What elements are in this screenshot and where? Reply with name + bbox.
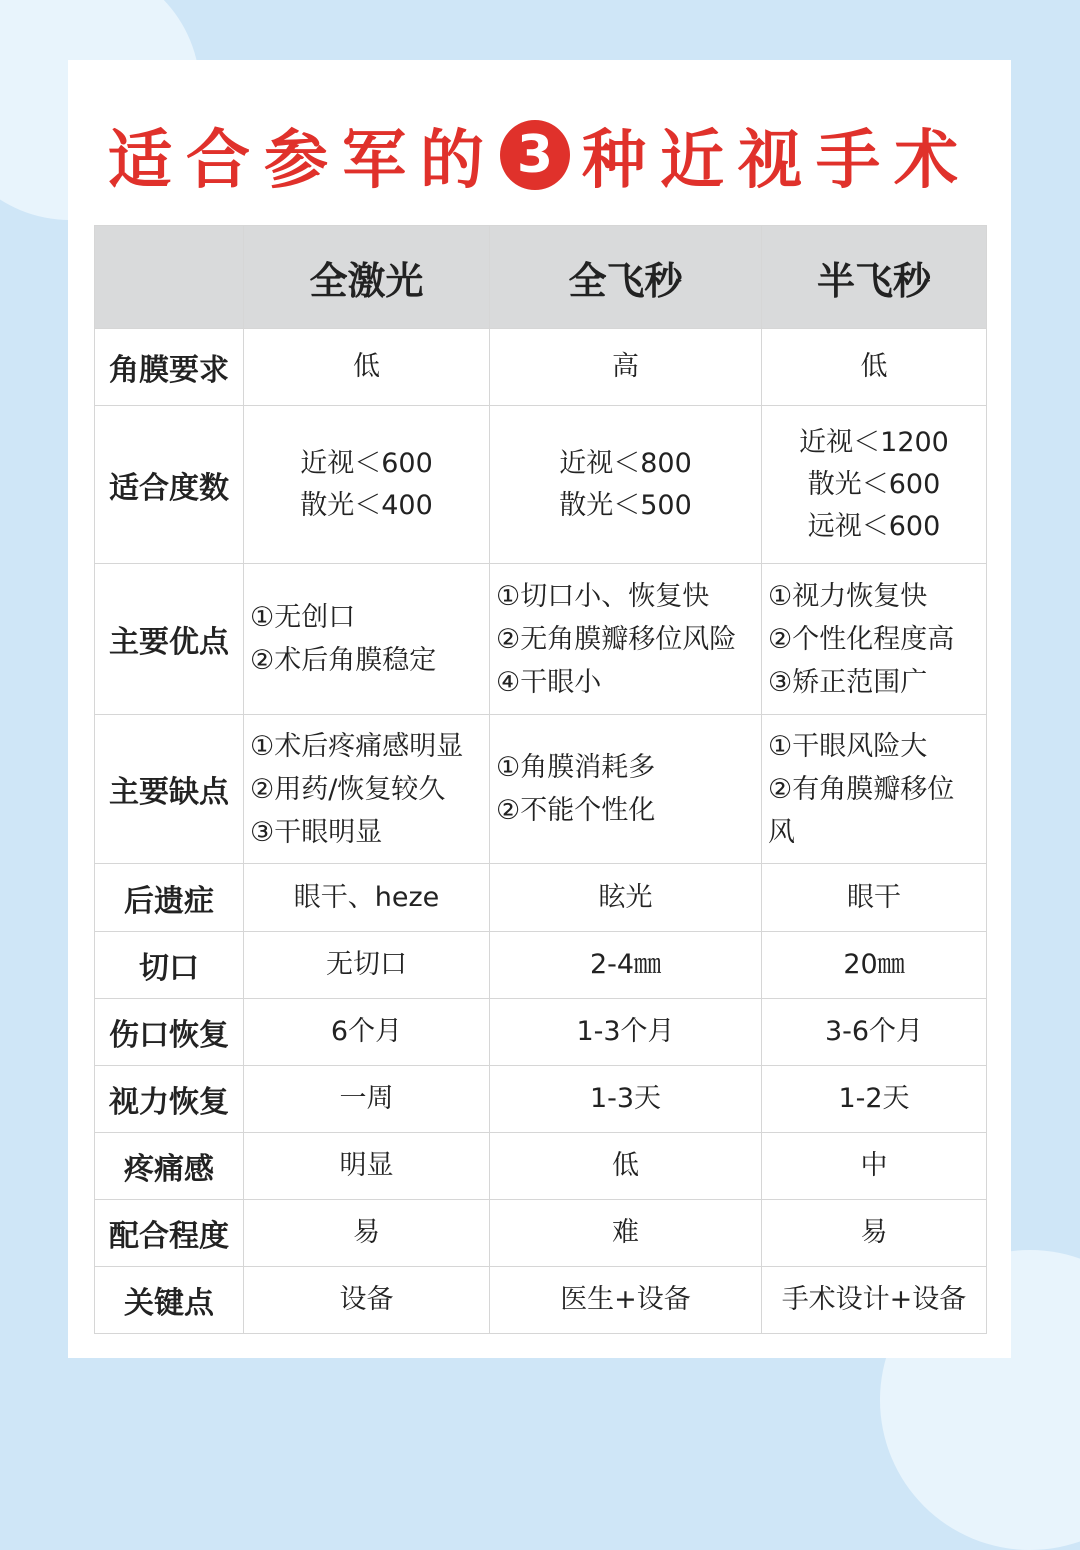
table-cell xyxy=(490,329,762,406)
cell-line: 散光＜400 xyxy=(300,489,433,521)
cell-line: 风 xyxy=(768,816,795,848)
cell-content xyxy=(340,1279,394,1321)
row-label: 关键点 xyxy=(95,1267,244,1334)
table-cell xyxy=(244,1133,490,1200)
table-cell xyxy=(244,932,490,999)
title-suffix: 种近视手术 xyxy=(582,124,972,198)
table-row xyxy=(95,715,987,864)
cell-content xyxy=(838,1078,909,1120)
cell-content xyxy=(340,1145,394,1187)
cell-content xyxy=(762,575,986,704)
row-label: 疼痛感 xyxy=(95,1133,244,1200)
table-cell xyxy=(762,715,987,864)
table-cell xyxy=(762,1200,987,1267)
table-row xyxy=(95,1066,987,1133)
cell-line: 眼干、heze xyxy=(293,881,440,913)
table-cell xyxy=(244,1066,490,1133)
row-label: 后遗症 xyxy=(95,864,244,932)
table-cell xyxy=(490,1066,762,1133)
header-corner xyxy=(95,226,244,329)
cell-content xyxy=(612,346,639,388)
cell-line: 2-4㎜ xyxy=(589,949,662,980)
table-cell xyxy=(490,1267,762,1334)
cell-line: ①干眼风险大 xyxy=(768,730,928,762)
header-cell: 全激光 xyxy=(244,226,490,329)
table-cell xyxy=(244,329,490,406)
cell-line: 医生+设备 xyxy=(560,1284,691,1315)
cell-content xyxy=(331,1011,402,1053)
table-cell xyxy=(762,406,987,564)
cell-content xyxy=(294,877,440,919)
table-cell xyxy=(762,999,987,1066)
cell-line: 易 xyxy=(860,1217,888,1248)
cell-line: ②用药/恢复较久 xyxy=(250,773,446,805)
title-number-badge: 3 xyxy=(500,120,570,190)
cell-line: 3-6个月 xyxy=(824,1016,924,1047)
cell-content xyxy=(490,746,761,832)
cell-line: ②无角膜瓣移位风险 xyxy=(496,623,737,655)
cell-line: 散光＜500 xyxy=(559,489,692,521)
cell-content xyxy=(244,596,489,682)
cell-line: ④干眼小 xyxy=(496,666,602,698)
cell-content xyxy=(762,725,986,854)
cell-line: ②不能个性化 xyxy=(496,795,656,826)
cell-line: 明显 xyxy=(339,1150,394,1181)
table-cell xyxy=(490,715,762,864)
cell-line: 高 xyxy=(612,351,639,382)
cell-line: 近视＜600 xyxy=(300,447,433,479)
table-header-row xyxy=(95,226,987,329)
cell-line: ③干眼明显 xyxy=(250,816,383,848)
cell-line: 一周 xyxy=(339,1083,394,1114)
cell-line: ①视力恢复快 xyxy=(768,580,928,612)
cell-line: 易 xyxy=(353,1217,380,1248)
cell-content xyxy=(590,944,661,986)
row-label: 切口 xyxy=(95,932,244,999)
header-cell: 全飞秒 xyxy=(490,226,762,329)
cell-content xyxy=(599,877,653,919)
table-cell xyxy=(244,406,490,564)
cell-content xyxy=(353,1212,380,1254)
cell-content xyxy=(861,1212,888,1254)
table-cell xyxy=(490,564,762,715)
table-cell xyxy=(490,864,762,932)
cell-content xyxy=(576,1011,674,1053)
cell-content xyxy=(590,1078,661,1120)
cell-line: 眼干 xyxy=(847,881,901,913)
cell-line: 眩光 xyxy=(598,881,653,913)
table-cell xyxy=(762,1133,987,1200)
table-row xyxy=(95,864,987,932)
cell-line: ①无创口 xyxy=(250,602,356,633)
cell-line: ①切口小、恢复快 xyxy=(496,580,710,612)
table-row xyxy=(95,1133,987,1200)
cell-content xyxy=(559,443,692,527)
table-row xyxy=(95,999,987,1066)
cell-content xyxy=(560,1279,691,1321)
table-row xyxy=(95,564,987,715)
cell-line: 设备 xyxy=(339,1284,394,1315)
cell-line: 20㎜ xyxy=(843,949,905,980)
cell-content xyxy=(799,422,949,548)
cell-line: 1-3天 xyxy=(589,1083,662,1114)
cell-line: ③矫正范围广 xyxy=(768,666,928,698)
cell-content xyxy=(612,1145,639,1187)
cell-line: 中 xyxy=(860,1150,888,1181)
cell-content xyxy=(244,725,489,854)
table-cell xyxy=(490,1200,762,1267)
table-row xyxy=(95,1267,987,1334)
cell-content xyxy=(847,877,901,919)
cell-line: 难 xyxy=(612,1217,639,1248)
row-label: 主要缺点 xyxy=(95,715,244,864)
row-label: 视力恢复 xyxy=(95,1066,244,1133)
table-cell xyxy=(490,999,762,1066)
row-label: 适合度数 xyxy=(95,406,244,564)
cell-line: 低 xyxy=(353,351,380,382)
cell-content xyxy=(861,1145,888,1187)
cell-content xyxy=(490,575,761,704)
row-label: 配合程度 xyxy=(95,1200,244,1267)
cell-line: ①术后疼痛感明显 xyxy=(250,730,464,762)
cell-line: 低 xyxy=(860,351,888,382)
table-cell xyxy=(244,564,490,715)
cell-content xyxy=(300,443,433,527)
cell-content xyxy=(326,944,407,986)
cell-line: 远视＜600 xyxy=(807,510,941,542)
cell-line: ②术后角膜稳定 xyxy=(250,645,437,676)
table-row xyxy=(95,932,987,999)
cell-line: 1-3个月 xyxy=(576,1016,675,1047)
table-cell xyxy=(244,1267,490,1334)
cell-line: 近视＜1200 xyxy=(799,426,949,458)
table-row xyxy=(95,406,987,564)
cell-line: 手术设计+设备 xyxy=(781,1284,967,1315)
cell-content xyxy=(782,1279,967,1321)
page-title xyxy=(0,110,1080,200)
cell-content xyxy=(353,346,380,388)
header-cell: 半飞秒 xyxy=(762,226,987,329)
table-cell xyxy=(490,406,762,564)
table-row xyxy=(95,1200,987,1267)
comparison-table xyxy=(94,225,987,1334)
cell-content xyxy=(843,944,904,986)
row-label: 伤口恢复 xyxy=(95,999,244,1066)
table-cell xyxy=(490,1133,762,1200)
cell-line: ②个性化程度高 xyxy=(768,623,955,655)
cell-line: 低 xyxy=(612,1150,639,1181)
table-cell xyxy=(244,864,490,932)
row-label: 主要优点 xyxy=(95,564,244,715)
table-cell xyxy=(762,1066,987,1133)
table-row xyxy=(95,329,987,406)
cell-line: ②有角膜瓣移位 xyxy=(768,773,955,805)
cell-content xyxy=(612,1212,639,1254)
table-cell xyxy=(244,999,490,1066)
cell-content xyxy=(340,1078,394,1120)
table-cell xyxy=(244,1200,490,1267)
table-cell xyxy=(244,715,490,864)
cell-line: 近视＜800 xyxy=(559,447,692,479)
table-cell xyxy=(762,564,987,715)
cell-line: 6个月 xyxy=(330,1016,403,1047)
cell-content xyxy=(825,1011,923,1053)
cell-line: 散光＜600 xyxy=(807,468,941,500)
table-cell xyxy=(762,329,987,406)
table-cell xyxy=(762,1267,987,1334)
cell-line: ①角膜消耗多 xyxy=(496,752,656,783)
cell-content xyxy=(861,346,888,388)
table-cell xyxy=(762,932,987,999)
cell-line: 1-2天 xyxy=(838,1083,910,1114)
row-label: 角膜要求 xyxy=(95,329,244,406)
table-cell xyxy=(762,864,987,932)
table-cell xyxy=(490,932,762,999)
title-prefix: 适合参军的 xyxy=(108,124,498,198)
cell-line: 无切口 xyxy=(326,949,407,980)
